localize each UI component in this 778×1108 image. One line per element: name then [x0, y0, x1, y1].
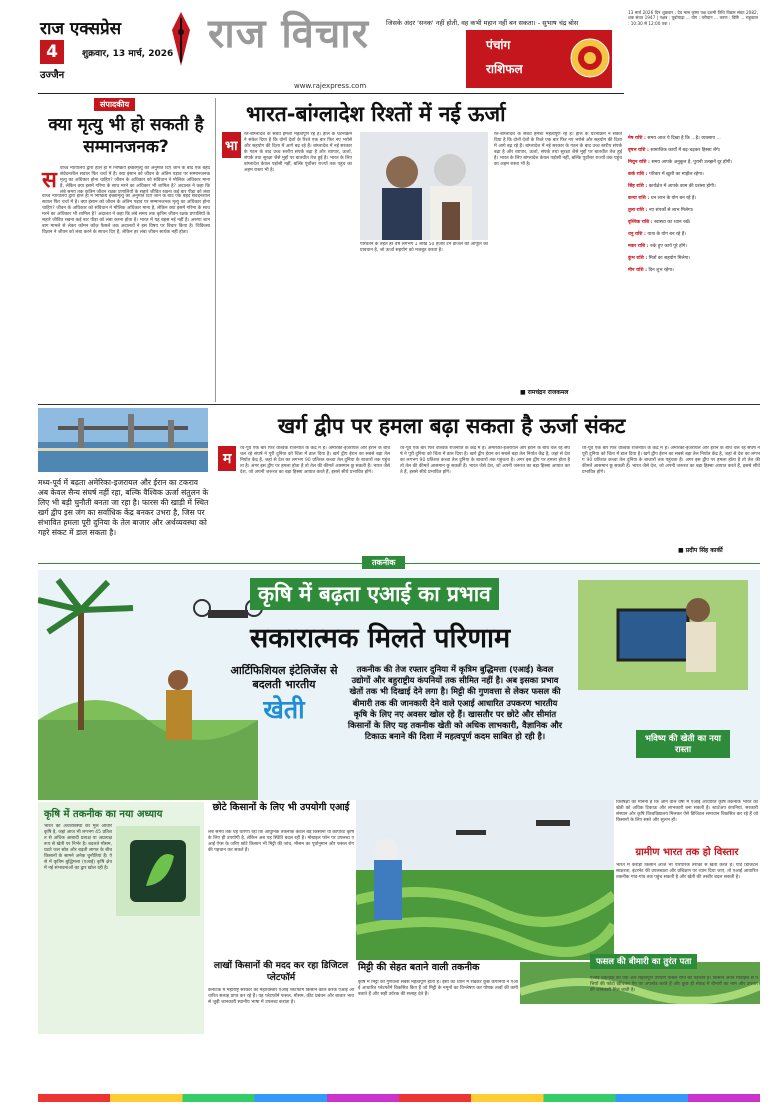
rashifal-item [628, 208, 758, 214]
city-name: उज्जैन [40, 70, 65, 81]
rashifal-sign: मकर राशि : [628, 244, 651, 249]
rashifal-text: यात्रा के योग बन रहे हैं। [647, 232, 686, 237]
tech-headline-1: कृषि में बढ़ता एआई का प्रभाव [250, 578, 499, 610]
soil-story [358, 962, 518, 1100]
rashifal-item [628, 148, 758, 154]
rashifal-text: दिन शुभ रहेगा। [648, 268, 674, 273]
chapter-title: कृषि में तकनीक का नया अध्याय [44, 809, 163, 820]
lead-body-col1: रत-बांग्लादेश के संबंध हमेशा महत्वपूर्ण रहे हैं। हाल के घटनाक्रम ने संकेत दिया है कि दोनों देशों के रिश्ते एक बार फिर नए भरोसे और सहयोग की दिशा में आगे बढ़ रहे हैं। बांग्लादेश में नई सरकार के गठन के बाद उच्च स्तरीय संपर्क बढ़ा है और व्यापार, ऊर्जा, संपर्क तथा सुरक्षा जैसे मुद्दों पर बातचीत तेज हुई है। भारत के लिए बांग्लादेश केवल पड़ोसी नहीं, बल्कि पूर्वोत्तर राज्यों तक पहुंच का अहम रास्ता भी है। [244, 132, 352, 173]
editorial-dropcap: स [42, 168, 57, 193]
rural-box [616, 846, 758, 956]
rashifal-item [628, 256, 758, 262]
future-body: विशेषज्ञों का मानना है कि आने वाले वर्षों में एआई आधारित कृषि तकनीक भारत की खेती को अधिक टिकाऊ और लाभकारी बना सकती है। स्टार्टअप कंपनियां, सरकारी संस्थान और कृषि विश्वविद्यालय मिलकर ऐसे डिजिटल समाधान विकसित कर रहे हैं जो किसानों के लिए सस्ते और सुलभ हों। [616, 800, 758, 823]
small-farmers-title: छोटे किसानों के लिए भी उपयोगी एआई [212, 802, 350, 813]
section-title: राज विचार [208, 11, 370, 57]
rashifal-sign: मीन राशि : [628, 268, 649, 273]
color-registration-bar [38, 1094, 760, 1102]
masthead-quote: जिसके अंदर 'सनक' नहीं होती, वह कभी महान नहीं बन सकता। - सुभाष चंद्र बोस [386, 19, 579, 27]
tech-section-bar [38, 558, 760, 568]
column-divider [215, 98, 216, 402]
rashifal-text: समय आज ये दिखा है कि ...है। व्यवसाय ... [647, 136, 721, 141]
soil-body: कृषि में मिट्टी की गुणवत्ता सबसे महत्वपूर्ण होती है। इसी को ध्यान में रखकर कुछ कंपनियों ने एआई आधारित प्लेटफॉर्म विकसित किए हैं जो मिट्टी के नमूनों का विश्लेषण कर पोषक तत्वों की कमी बताते हैं और सही उर्वरक की सलाह देते हैं। [358, 980, 518, 997]
rashifal-item [628, 196, 758, 202]
panchang-intro: 13 मार्च 2026 दिन शुक्रवार : देव मास कृष्ण पक्ष दशमी तिथि विक्रम संवत 2082, शक संवत 1947 | नक्षत्र : पूर्वाषाढ़ा ... योग : वरीयान ... करण : विष्टि ... राहुकाल : 10:30 से 12:00 तक । [628, 10, 758, 26]
editorial-column [38, 98, 210, 400]
masthead-rule [38, 93, 624, 94]
editorial-body-cont: र्वोच्च न्यायालय द्वारा हाल ही में निष्क्रिय इच्छामृत्यु की अनुमति दिए जाने के बाद एक बेहद संवेदनशील सवाल फिर चर्चा में है। क्या इंसान को जीवन के अंतिम पड़ाव पर सम्मानजनक मृत्यु का अधिकार होना चाहिए? जीवन के अधिकार को संविधान ने मौलिक अधिकार माना है, लेकिन क्या इसमें गरिमा के साथ मरने का अधिकार भी शामिल है? अदालत ने कहा कि लंबे समय तक कृत्रिम जीवन रक्षक प्रणालियों के सहारे जीवित रखना कई बार पीड़ा को लंबा करना होता है। भारत में यह बहस नई नहीं है। अरुणा शानबाग मामले से लेकर कॉमन कॉज़ फैसले तक अदालतों ने इस विषय पर विचार किया है। चिकित्सा विज्ञान ने जीवन को लंबा करने के साधन दिए हैं, लेकिन हर लंबा जीवन सार्थक नहीं होता। [42, 194, 210, 235]
platform-body: कर्नाटक में महाराष्ट्र सरकार का महाविस्तार एआई प्लेटफॉर्म किसान कॉल करके एआई आधारित सलाह प्राप्त कर रहे हैं। यह प्लेटफॉर्म फसल, मौसम, कीट प्रबंधन और बाजार भाव से जुड़ी जानकारी स्थानीय भाषा में उपलब्ध कराता है। [208, 988, 354, 1005]
tech-headline-2: सकारात्मक मिलते परिणाम [250, 623, 511, 654]
rashifal-text: धन लाभ के योग बन रहे हैं। [650, 196, 697, 201]
rashifal-sign: कर्क राशि : [628, 172, 650, 177]
kharg-byline-name: प्रदीप सिंह कार्की [685, 547, 723, 554]
rashifal-sign: कन्या राशि : [628, 196, 651, 201]
ai-side-box [226, 664, 342, 764]
rashifal-text: मित्रों का सहयोग मिलेगा। [648, 256, 691, 261]
rashifal-text: रुके हुए कार्य पूरे होंगे। [650, 244, 688, 249]
kharg-byline: ■ प्रदीप सिंह कार्की [678, 547, 723, 554]
disease-body: एआई तकनीक का एक और महत्वपूर्ण उपयोग फसल रोगों की पहचान है। किसान अपने मोबाइल से पत्तियों की फोटो खींचकर ऐप पर अपलोड करते हैं और कुछ ही सेकंड में बीमारी का नाम और उपचार की जानकारी मिल जाती है। [590, 976, 758, 993]
tech-headline-box [250, 578, 540, 658]
kharg-body-col1: ध्य-पूर्व एक बार फिर वैश्विक राजनीति के केंद्र में है। अमेरिका-इजरायल और ईरान के बीच चल रहे संघर्ष ने पूरी दुनिया को चिंता में डाल दिया है। खर्ग द्वीप ईरान का सबसे बड़ा तेल निर्यात केंद्र है, जहां से देश का लगभग 90 प्रतिशत कच्चा तेल दुनिया के बाजारों तक पहुंचता है। अगर इस द्वीप पर हमला होता है तो तेल की कीमतें आसमान छू सकती हैं। भारत जैसे देश, जो अपनी जरूरत का बड़ा हिस्सा आयात करते हैं, इससे सीधे प्रभावित होंगे। [240, 446, 390, 475]
rashifal-sign: तुला राशि : [628, 208, 649, 213]
leaders-photo [360, 132, 488, 240]
kharg-body-col2: ध्य-पूर्व एक बार फिर वैश्विक राजनीति के केंद्र में है। अमेरिका-इजरायल और ईरान के बीच चल रहे संघर्ष ने पूरी दुनिया को चिंता में डाल दिया है। खर्ग द्वीप ईरान का सबसे बड़ा तेल निर्यात केंद्र है, जहां से देश का लगभग 90 प्रतिशत कच्चा तेल दुनिया के बाजारों तक पहुंचता है। अगर इस द्वीप पर हमला होता है तो तेल की कीमतें आसमान छू सकती हैं। भारत जैसे देश, जो अपनी जरूरत का बड़ा हिस्सा आयात करते हैं, इससे सीधे प्रभावित होंगे। [400, 446, 570, 475]
rashifal-sign: वृषभ राशि : [628, 148, 651, 153]
rashifal-list [628, 136, 758, 274]
pen-logo-icon [168, 10, 194, 72]
soil-title: मिट्टी की सेहत बताने वाली तकनीक [358, 962, 480, 973]
kharg-dropcap: म [218, 446, 236, 471]
rashifal-item [628, 232, 758, 238]
platform-story [208, 960, 354, 1100]
lead-story [220, 96, 622, 402]
rashifal-text: स्वास्थ्य का ध्यान रखें। [654, 220, 691, 225]
tech-label: तकनीक [362, 556, 405, 569]
rashifal-text: परिवार में खुशी का माहौल रहेगा। [649, 172, 704, 177]
kharg-summary: मध्य-पूर्व में बढ़ता अमेरिका-इजरायल और ईरान का टकराव अब केवल सैन्य संघर्ष नहीं रहा, बल्कि वैश्विक ऊर्जा संतुलन के लिए भी बड़ी चुनौती बनता जा रहा है। फारस की खाड़ी में स्थित खर्ग द्वीप इस जंग का सर्वाधिक केंद्र बनकर उभरा है, जिस पर संभावित हमला पूरी दुनिया के तेल बाजार और अर्थव्यवस्था को गहरे संकट में डाल सकता है। [38, 478, 209, 537]
editorial-body: र्वोच्च न्यायालय द्वारा हाल ही में निष्क्रिय इच्छामृत्यु की अनुमति दिए जाने के बाद एक बेहद संवेदनशील सवाल फिर चर्चा में है। क्या इंसान को जीवन के अंतिम पड़ाव पर सम्मानजनक मृत्यु का अधिकार होना चाहिए? जीवन के अधिकार को संविधान ने मौलिक अधिकार माना है, लेकिन क्या इसमें गरिमा के साथ मरने का अधिकार भी शामिल है? अदालत ने कहा कि लंबे समय तक कृत्रिम जीवन रक्षक प्रणालियों के सहारे जीवित रखना कई बार पीड़ा को लंबा [60, 166, 210, 194]
rashifal-sign: वृश्चिक राशि : [628, 220, 655, 225]
drone-field-photo [356, 800, 614, 960]
kharg-island-photo [38, 408, 208, 472]
paper-name: राज एक्सप्रेस [40, 19, 122, 39]
lead-headline: भारत-बांग्लादेश रिश्तों में नई ऊर्जा [246, 102, 506, 126]
zodiac-wheel-icon [570, 38, 610, 78]
rashifal-item [628, 136, 758, 142]
editorial-headline: क्या मृत्यु भी हो सकती है सम्मानजनक? [48, 115, 204, 157]
kharg-body-col3: ध्य-पूर्व एक बार फिर वैश्विक राजनीति के केंद्र में है। अमेरिका-इजरायल और ईरान के बीच चल रहे संघर्ष ने पूरी दुनिया को चिंता में डाल दिया है। खर्ग द्वीप ईरान का सबसे बड़ा तेल निर्यात केंद्र है, जहां से देश का लगभग 90 प्रतिशत कच्चा तेल दुनिया के बाजारों तक पहुंचता है। अगर इस द्वीप पर हमला होता है तो तेल की कीमतें आसमान छू सकती हैं। भारत जैसे देश, जो अपनी जरूरत का बड़ा हिस्सा आयात करते हैं, इससे सीधे प्रभावित होंगे। [582, 446, 760, 475]
rashifal-sign: कुंभ राशि : [628, 256, 649, 261]
kharg-headline: खर्ग द्वीप पर हमला बढ़ा सकता है ऊर्जा संकट [278, 414, 626, 438]
panchang-label: पंचांग [486, 38, 511, 52]
small-farmers-body: लंबे समय तक यह धारणा रही कि आधुनिक तकनीक केवल बड़े किसानों या कॉर्पोरेट कृषि के लिए ही उपयोगी है, लेकिन अब यह स्थिति बदल रही है। मोबाइल फोन पर उपलब्ध एआई ऐप्स के जरिए छोटे किसान भी मिट्टी की जांच, मौसम का पूर्वानुमान और फसल रोग की पहचान कर सकते हैं। [208, 830, 354, 853]
ai-side-title-big: खेती [263, 695, 305, 724]
kharg-story [38, 408, 760, 556]
panchang-column [628, 10, 758, 410]
editorial-label: संपादकीय [94, 98, 135, 111]
platform-title: लाखों किसानों की मदद कर रहा डिजिटल प्लेटफॉर्म [213, 961, 349, 983]
rashifal-text: कार्यक्षेत्र में आपके काम की प्रशंसा होगी। [648, 184, 716, 189]
lead-byline-name: रामचंद्रन राजकमल [527, 389, 569, 396]
rural-body: भारत में करोड़ों किसान आज भी पारंपरिक तरीकों से खेती करते हैं। यदि डिजिटल साक्षरता, इंटरनेट की उपलब्धता और प्रशिक्षण पर ध्यान दिया जाए, तो एआई आधारित तकनीक गांव-गांव तक पहुंच सकती है और खेती की तस्वीर बदल सकती है। [616, 863, 758, 880]
tech-intro: तकनीक की तेज रफ्तार दुनिया में कृत्रिम बुद्धिमत्ता (एआई) केवल उद्योगों और बहुराष्ट्रीय कंपनियों तक सीमित नहीं है। अब इसका प्रभाव खेतों तक भी दिखाई देने लगा है। मिट्टी की गुणवत्ता से लेकर फसल की बीमारी तक की जानकारी देने वाले एआई आधारित उपकरण भारतीय कृषि के लिए नए अवसर खोल रहे हैं। खासतौर पर छोटे और सीमांत किसानों के लिए यह तकनीक खेती को अधिक लाभकारी, वैज्ञानिक और टिकाऊ बनाने की दिशा में महत्वपूर्ण कदम साबित हो रही है। [347, 664, 563, 742]
rashifal-sign: धनु राशि : [628, 232, 648, 237]
rashifal-item [628, 244, 758, 250]
lead-body-col3: रत-बांग्लादेश के संबंध हमेशा महत्वपूर्ण रहे हैं। हाल के घटनाक्रम ने संकेत दिया है कि दोनों देशों के रिश्ते एक बार फिर नए भरोसे और सहयोग की दिशा में आगे बढ़ रहे हैं। बांग्लादेश में नई सरकार के गठन के बाद उच्च स्तरीय संपर्क बढ़ा है और व्यापार, ऊर्जा, संपर्क तथा सुरक्षा जैसे मुद्दों पर बातचीत तेज हुई है। भारत के लिए बांग्लादेश केवल पड़ोसी नहीं, बल्कि पूर्वोत्तर राज्यों तक पहुंच का अहम रास्ता भी है। [494, 132, 622, 167]
page-number: 4 [40, 40, 64, 64]
issue-date: शुक्रवार, 13 मार्च, 2026 [82, 49, 174, 59]
rashifal-item [628, 160, 758, 166]
leaf-tablet-photo [116, 826, 200, 916]
rashifal-sign: मेष राशि : [628, 136, 648, 141]
disease-caption: फसल की बीमारी का तुरंत पता [590, 954, 697, 969]
rashifal-item [628, 268, 758, 274]
photo-caption: परिवर्तन के तहत हर वर्ष लगभग 1 लाख 50 हजार टन डीजल की आपूर्ति का प्रावधान है, जो ऊर्जा सहयोग को मजबूत करता है। [360, 242, 488, 253]
lead-dropcap: भा [222, 132, 241, 158]
website[interactable]: www.rajexpress.com [294, 82, 367, 90]
rashifal-sign: सिंह राशि : [628, 184, 649, 189]
chapter-body: भारत की अर्थव्यवस्था का मूल आधार कृषि है, जहां आज भी लगभग 45 प्रतिशत से अधिक आबादी प्रत्यक्ष या अप्रत्यक्ष रूप से खेती पर निर्भर है। बदलते मौसम, घटते जल स्रोत और बढ़ती लागत के बीच किसानों के सामने अनेक चुनौतियां हैं। ऐसे में कृत्रिम बुद्धिमत्ता (एआई) कृषि क्षेत्र में नई संभावनाओं का द्वार खोल रही है। [44, 824, 112, 871]
rashifal-item [628, 172, 758, 178]
rashifal-sign: मिथुन राशि : [628, 160, 652, 165]
section-rule [38, 404, 760, 405]
lead-byline: ■ रामचंद्रन राजकमल [520, 389, 569, 396]
panchang-box [466, 30, 612, 88]
ai-side-title: आर्टिफिशियल इंटेलिजेंस से बदलती भारतीय [230, 664, 338, 691]
rashifal-item [628, 220, 758, 226]
rashifal-item [628, 184, 758, 190]
rashifal-text: नए संपर्कों से लाभ मिलेगा। [648, 208, 694, 213]
chapter-box [38, 802, 204, 1034]
future-caption: भविष्य की खेती का नया रास्ता [636, 730, 730, 758]
small-farmers [208, 802, 354, 958]
rashifal-text: सामाजिक कार्यों में बढ़-चढ़कर हिस्सा लेंगे। [650, 148, 721, 153]
rashifal-text: समय आपके अनुकूल है, पुरानी उलझनें दूर होंगी। [651, 160, 733, 165]
rashifal-label: राशिफल [486, 62, 523, 76]
rural-title: ग्रामीण भारत तक हो विस्तार [635, 847, 739, 858]
